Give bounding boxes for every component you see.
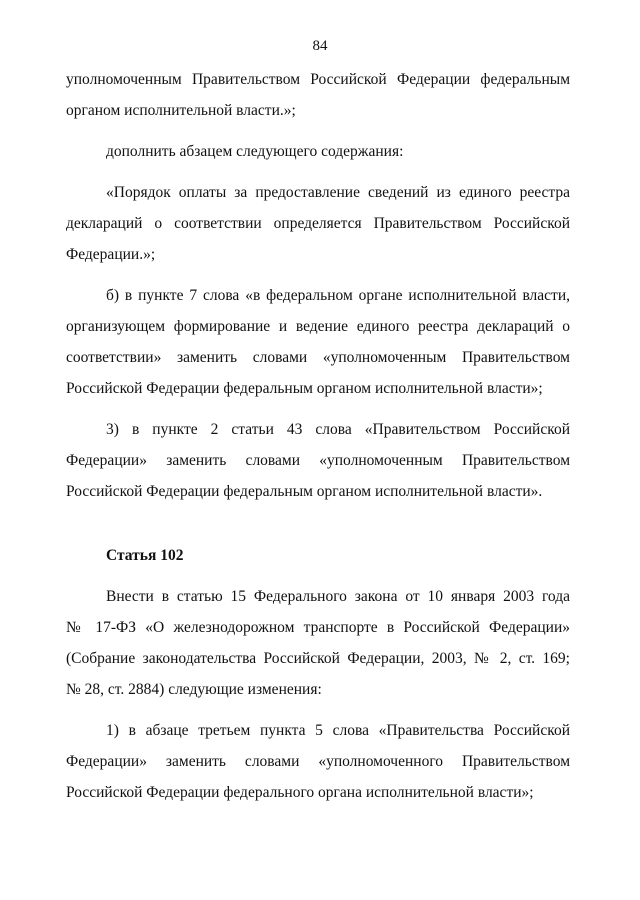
text-line: Российской Федерации федерального органа исполнительной власти»; xyxy=(66,784,534,801)
text-line: органом исполнительной власти.»; xyxy=(66,102,296,119)
paragraph-article-item-1 xyxy=(66,715,570,808)
text-line: № 17-ФЗ «О железнодорожном транспорте в Российской Федерации» xyxy=(66,619,570,636)
text-line: Российской Федерации федеральным органом исполнительной власти»; xyxy=(66,380,543,397)
paragraph-continuation xyxy=(66,64,570,126)
text-line: 3) в пункте 2 статьи 43 слова «Правительством Российской xyxy=(106,421,570,438)
page-number: 84 xyxy=(312,38,328,54)
text-line: уполномоченным Правительством Российской Федерации федеральным xyxy=(66,71,570,88)
text-line: № 28, ст. 2884) следующие изменения: xyxy=(66,681,322,698)
paragraph-payment-order xyxy=(66,177,570,270)
text-line: «Порядок оплаты за предоставление сведений из единого реестра xyxy=(106,184,570,201)
text-line: 1) в абзаце третьем пункта 5 слова «Правительства Российской xyxy=(106,722,570,739)
text-line: б) в пункте 7 слова «в федеральном органе исполнительной власти, xyxy=(106,287,570,304)
paragraph-add-clause xyxy=(66,136,570,167)
paragraph-article-intro xyxy=(66,581,570,705)
text-line: соответствии» заменить словами «уполномоченным Правительством xyxy=(66,349,570,366)
text-line: дополнить абзацем следующего содержания: xyxy=(106,143,404,160)
document-body xyxy=(66,64,570,818)
text-line: организующем формирование и ведение единого реестра деклараций о xyxy=(66,318,570,335)
text-line: деклараций о соответствии определяется Правительством Российской xyxy=(66,215,570,232)
text-line: Федерации.»; xyxy=(66,246,156,263)
text-line: Федерации» заменить словами «уполномоченного Правительством xyxy=(66,753,570,770)
text-line: Российской Федерации федеральным органом исполнительной власти». xyxy=(66,483,543,500)
paragraph-item-3 xyxy=(66,414,570,507)
paragraph-item-b xyxy=(66,280,570,404)
text-line: (Собрание законодательства Российской Федерации, 2003, № 2, ст. 169; xyxy=(66,650,570,667)
text-line: Внести в статью 15 Федерального закона от 10 января 2003 года xyxy=(106,588,570,605)
article-heading: Статья 102 xyxy=(106,547,184,564)
text-line: Федерации» заменить словами «уполномоченным Правительством xyxy=(66,452,570,469)
